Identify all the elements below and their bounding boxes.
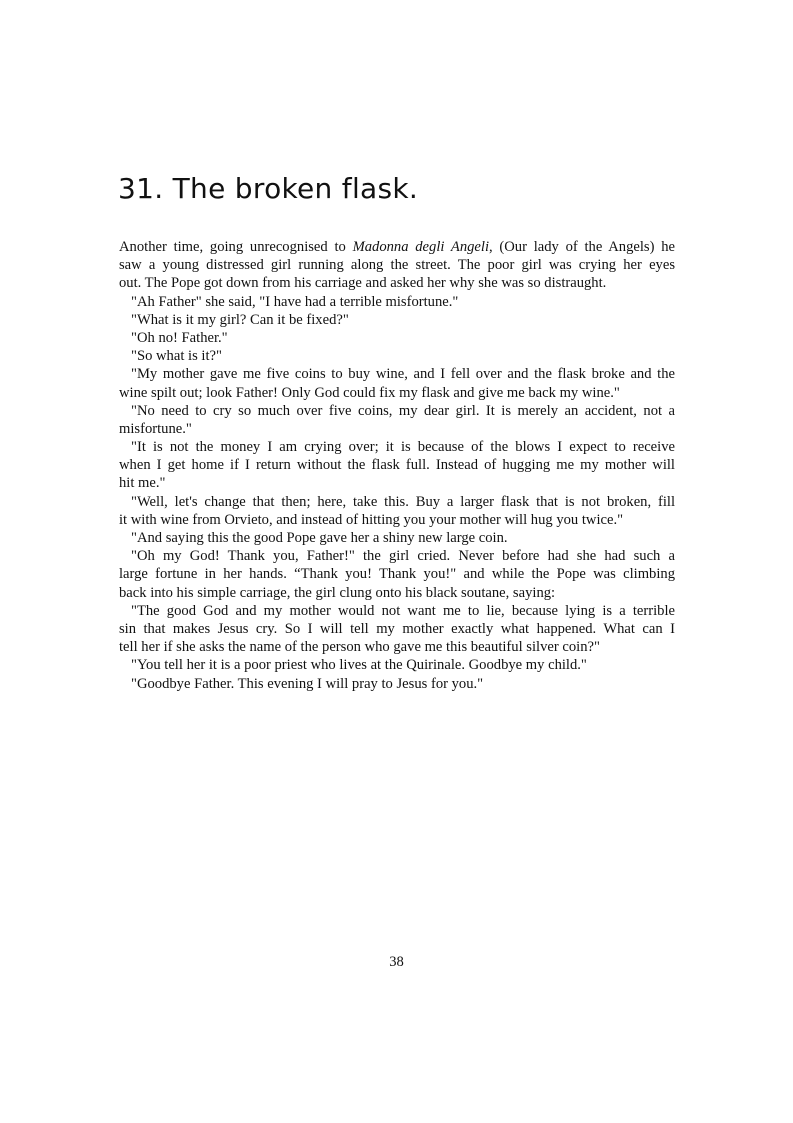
italic-place-name: Madonna degli Angeli — [352, 239, 490, 255]
text-segment: Another time, going unrecognised to — [119, 239, 353, 255]
text-line: "It is not the money I am crying over; it is because of the blows I expect to receive — [131, 439, 675, 456]
chapter-title: 31. The broken flask. — [118, 172, 419, 205]
text-line: "What is it my girl? Can it be fixed?" — [131, 311, 349, 328]
chapter-body — [119, 238, 675, 693]
text-line: "Oh my God! Thank you, Father!" the girl cried. Never before had she had such a — [131, 548, 675, 565]
text-line: large fortune in her hands. “Thank you! Thank you!" and while the Pope was climbing — [119, 566, 675, 583]
text-line: wine spilt out; look Father! Only God could fix my flask and give me back my wine." — [119, 384, 620, 401]
text-line: when I get home if I return without the flask full. Instead of hugging me my mother will — [119, 457, 675, 474]
text-line: "You tell her it is a poor priest who lives at the Quirinale. Goodbye my child." — [131, 657, 587, 674]
page-number: 38 — [389, 954, 404, 970]
text-segment: , (Our lady of the Angels) he — [489, 239, 675, 255]
text-line: "Goodbye Father. This evening I will pray to Jesus for you." — [131, 675, 484, 692]
text-line: misfortune." — [119, 420, 192, 437]
text-line: saw a young distressed girl running along the street. The poor girl was crying her eyes — [119, 257, 675, 274]
text-line: "Oh no! Father." — [131, 329, 228, 346]
text-line: "The good God and my mother would not want me to lie, because lying is a terrible — [131, 602, 675, 619]
text-line: "So what is it?" — [131, 348, 222, 365]
text-line: back into his simple carriage, the girl clung onto his black soutane, saying: — [119, 584, 556, 601]
text-line: hit me." — [119, 475, 166, 492]
text-line: "Well, let's change that then; here, take this. Buy a larger flask that is not broken, fill — [131, 493, 675, 510]
text-line: tell her if she asks the name of the person who gave me this beautiful silver coin?" — [119, 639, 600, 656]
text-line: it with wine from Orvieto, and instead of hitting you your mother will hug you twice." — [119, 511, 624, 528]
text-line: "My mother gave me five coins to buy wine, and I fell over and the flask broke and the — [131, 366, 675, 383]
text-line: "And saying this the good Pope gave her a shiny new large coin. — [131, 530, 508, 546]
text-line: "No need to cry so much over five coins, my dear girl. It is merely an accident, not a — [131, 402, 675, 419]
text-line: out. The Pope got down from his carriage and asked her why she was so distraught. — [119, 275, 607, 292]
text-line — [119, 238, 675, 256]
text-line: "Ah Father" she said, "I have had a terrible misfortune." — [131, 293, 459, 310]
text-line: sin that makes Jesus cry. So I will tell my mother exactly what happened. What can I — [119, 620, 675, 637]
